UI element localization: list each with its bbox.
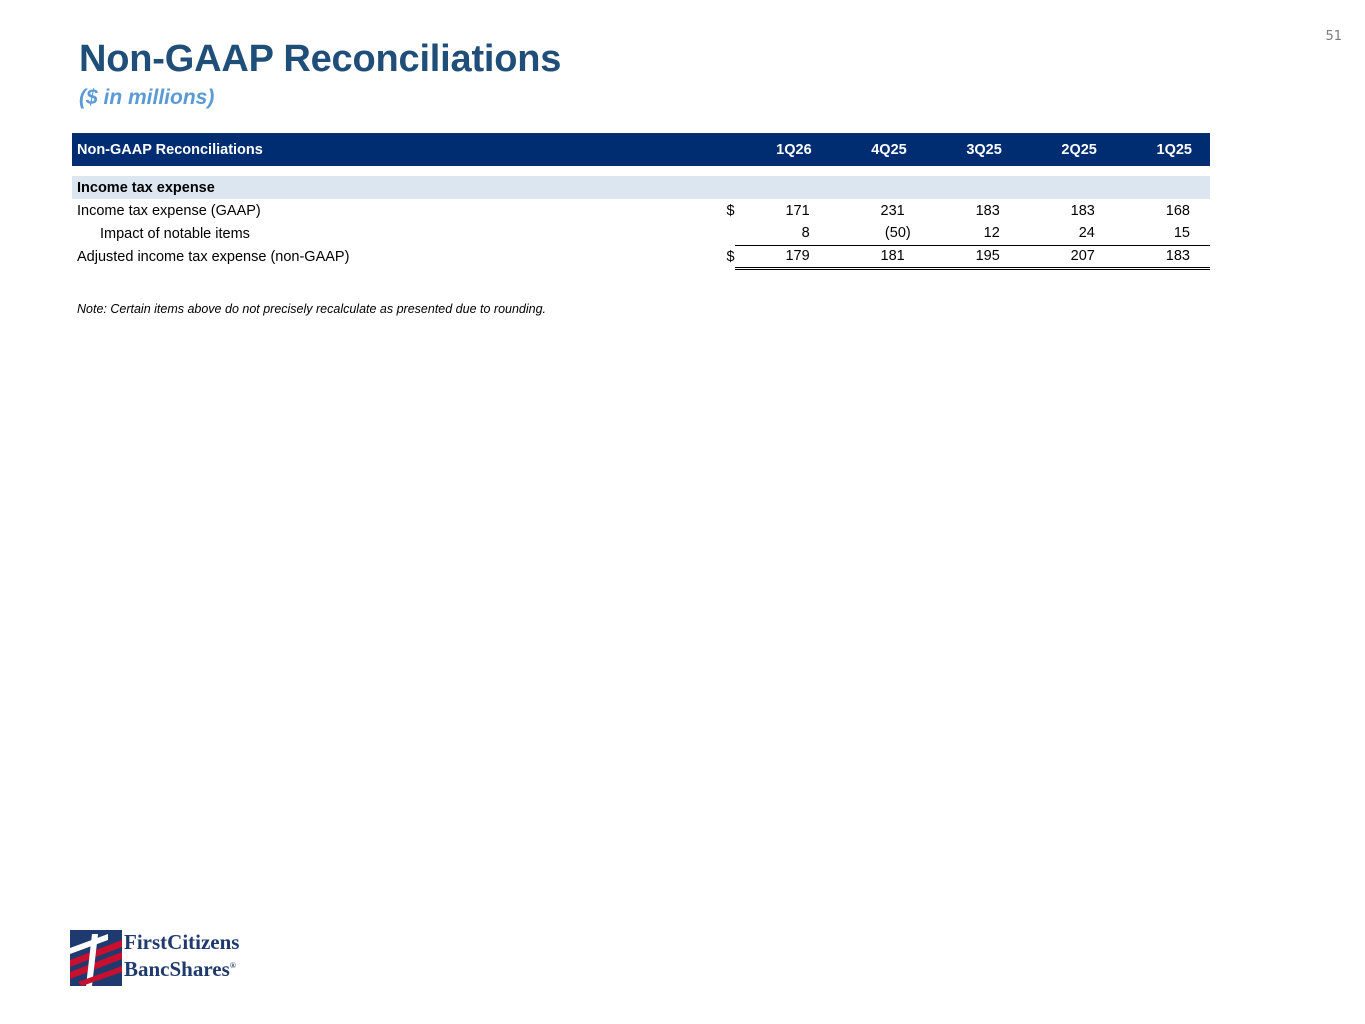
column-header-1q25: 1Q25 [1156,141,1192,158]
table-header-row [72,133,1210,166]
reconciliation-table [72,133,1210,270]
row-label: Adjusted income tax expense (non-GAAP) [77,248,350,265]
cell-2q25: 24 [1020,222,1115,245]
logo-wordmark [124,931,239,981]
row-label: Impact of notable items [100,225,250,242]
company-logo [70,930,270,988]
table-row-total [72,245,1210,268]
row-label: Income tax expense (GAAP) [77,202,261,219]
cell-1q26: 179 [735,245,830,268]
cell-3q25: 183 [975,202,1000,219]
cell-1q25: 168 [1165,202,1190,219]
column-header-label: Non-GAAP Reconciliations [77,141,263,158]
cell-4q25: 231 [880,202,905,219]
table-row [72,222,1210,245]
cell-2q25: 207 [1020,245,1115,268]
cell-4q25: (50) [830,222,925,245]
cell-4q25: 181 [830,245,925,268]
cell-1q25: 183 [1115,245,1210,268]
logo-flag-icon [70,930,122,986]
cell-2q25: 183 [1070,202,1095,219]
column-header-4q25: 4Q25 [871,141,907,158]
column-header-2q25: 2Q25 [1061,141,1097,158]
logo-line-2: BancShares [124,957,230,981]
page-number: 51 [1325,29,1342,44]
section-title: Income tax expense [77,179,215,196]
page-subtitle: ($ in millions) [79,86,215,109]
row-currency: $ [726,248,735,265]
table-row [72,199,1210,222]
page-title: Non-GAAP Reconciliations [79,38,562,80]
table-spacer [72,166,1210,176]
column-header-1q26: 1Q26 [776,141,812,158]
footnote: Note: Certain items above do not precisely recalculate as presented due to rounding. [77,302,547,316]
section-row [72,176,1210,199]
cell-1q26: 171 [785,202,810,219]
row-currency [723,222,735,245]
row-currency: $ [726,202,735,219]
column-header-currency [723,133,735,166]
reconciliation-table-container [72,133,1210,270]
cell-3q25: 195 [925,245,1020,268]
column-header-3q25: 3Q25 [966,141,1002,158]
registered-mark: ® [229,961,236,970]
cell-3q25: 12 [925,222,1020,245]
cell-1q25: 15 [1115,222,1210,245]
logo-line-1: FirstCitizens [124,930,240,954]
cell-1q26: 8 [735,222,830,245]
